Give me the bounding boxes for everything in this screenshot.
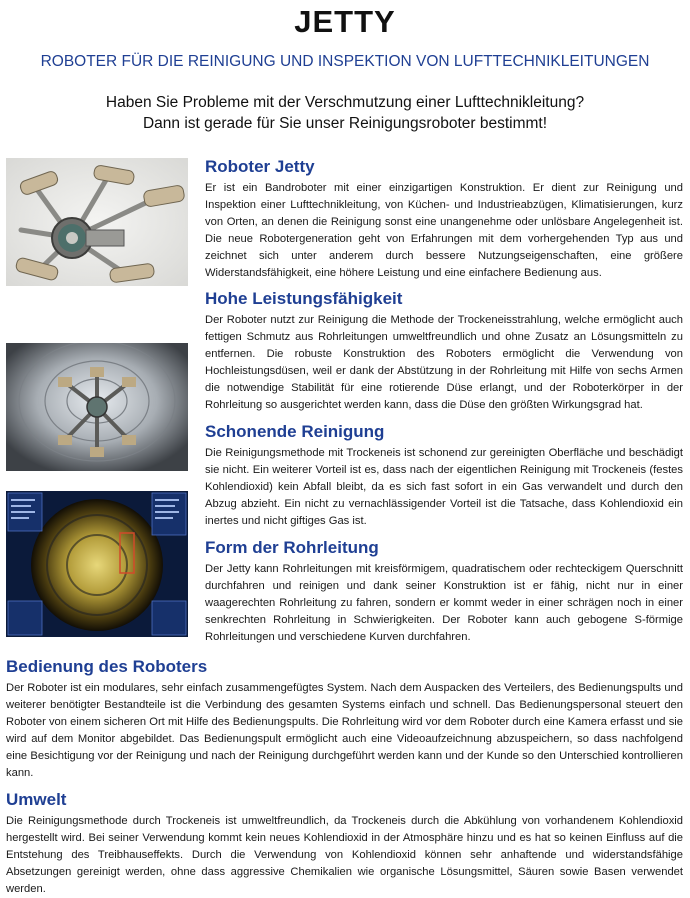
section-heading: Roboter Jetty xyxy=(205,157,315,176)
page-title: JETTY xyxy=(294,4,396,39)
section-umwelt xyxy=(6,789,683,898)
section-text: Der Jetty kann Rohrleitungen mit kreisförmigem, quadratischem oder rechteckigem Querschnitt durchfahren und reinigen und dank seiner Konstruktion ist er fähig, nicht nur in einer waagerechten Rohrleitung zu fahren, sondern er kommt weder in einer schrägen noch in einer senkrechten Rohrleitung in Schwierigkeiten. Der Roboter kann auch gebogene S-förmige Rohrleitungen und verschiedene Kurven durchfahren. xyxy=(205,563,683,644)
monitor-screenshot xyxy=(6,491,188,637)
section-heading: Umwelt xyxy=(6,790,67,809)
section-hohe-leistungsfaehigkeit xyxy=(205,288,683,415)
duct-photo xyxy=(6,343,188,471)
section-heading: Bedienung des Roboters xyxy=(6,657,208,676)
section-heading: Schonende Reinigung xyxy=(205,422,385,441)
section-heading: Form der Rohrleitung xyxy=(205,538,379,557)
intro-line-2: Dann ist gerade für Sie unser Reinigungsroboter bestimmt! xyxy=(142,115,548,132)
robot-photo xyxy=(6,158,188,286)
section-text: Die Reinigungsmethode mit Trockeneis ist schonend zur gereinigten Oberfläche und beschädigt sie nicht. Ein weiterer Vorteil ist es, dass nach der eigentlichen Reinigung mit Trockeneis (festes Kohlendioxid) kein Abfall bleibt, da es sich fast sofort in ein Gas verwandelt und durch den Abzug abzieht. Ein nicht zu vernachlässigender Vorteil ist die Tatsache, dass Kohlendioxid ein inertes und nicht giftiges Gas ist. xyxy=(205,447,683,528)
intro-line-1: Haben Sie Probleme mit der Verschmutzung einer Lufttechnikleitung? xyxy=(105,94,585,111)
section-form-der-rohrleitung xyxy=(205,537,683,646)
section-schonende-reinigung xyxy=(205,421,683,530)
section-text: Der Roboter nutzt zur Reinigung die Methode der Trockeneisstrahlung, welche ermöglicht auch fettigen Schmutz aus Rohrleitungen umweltfreundlich und ohne Zusatz an Lösungsmitteln zu entfernen. Die robuste Konstruktion des Roboters ermöglicht die Verwendung von Hochleistungsdüsen, weil er dank der Abstützung in der Rohrleitung mit Hilfe von sechs Armen die notwendige Stabilität für eine rotierende Düse erlangt, und der Roboterkörper in der Rohrleitung so ausgerichtet werden kann, dass die Düse den größten Wirkungsgrad hat. xyxy=(205,314,683,412)
section-bedienung-des-roboters xyxy=(6,656,683,783)
section-roboter-jetty xyxy=(205,156,683,283)
section-text: Er ist ein Bandroboter mit einer einzigartigen Konstruktion. Er dient zur Reinigung und Inspektion einer Lufttechnikleitung, von Küchen- und Industrieabzügen, Klimatisierungen, kurz von Orten, an denen die Reinigung sonst eine unangenehme oder unlösbare Angelegenheit ist. Die neue Robotergeneration geht von Erfahrungen mit dem vorhergehenden Typ aus und zeichnet sich unter anderem durch bessere Nutzungseigenschaften, eine größere Widerstandsfähigkeit, eine höhere Leistung und eine einfachere Bedienung aus. xyxy=(205,182,683,280)
section-heading: Hohe Leistungsfähigkeit xyxy=(205,289,403,308)
page-subtitle: ROBOTER FÜR DIE REINIGUNG UND INSPEKTION VON LUFTTECHNIKLEITUNGEN xyxy=(40,53,650,70)
section-text: Der Roboter ist ein modulares, sehr einfach zusammengefügtes System. Nach dem Auspacken des Verteilers, des Bedienungspults und weiterer benötigter Bestandteile ist die Verbindung des gesamten Systems einfach und schnell. Das Bedienungspersonal steuert den Roboter von einem sicheren Ort mit Hilfe des Bedienungspults. Die Rohrleitung wird vor dem Roboter durch eine Kamera erfasst und sie wird auf dem Monitor abgebildet. Das Bedienungspult ermöglicht auch eine Videoaufzeichnung abzuspeichern, so dass nachfolgend eine Besichtigung vor der Reinigung und nach der Reinigung durchgeführt werden kann und der Kunde so den Unterschied kontrollieren kann. xyxy=(6,682,683,780)
intro-text xyxy=(0,92,690,134)
section-text: Die Reinigungsmethode durch Trockeneis ist umweltfreundlich, da Trockeneis durch die Abkühlung von vorhandenem Kohlendioxid hergestellt wird. Bei seiner Verwendung kommt kein neues Kohlendioxid in der Atmosphäre hinzu und es hat so keinen Einfluss auf die Entstehung des Treibhauseffekts. Durch die Verwendung von Kohlendioxid können sehr anhaftende und widerstandsfähige Absetzungen gereinigt werden, ohne dass aggressive Chemikalien wie organische Lösungsmittel, Säuren sowie Basen verwendet werden. xyxy=(6,815,683,896)
